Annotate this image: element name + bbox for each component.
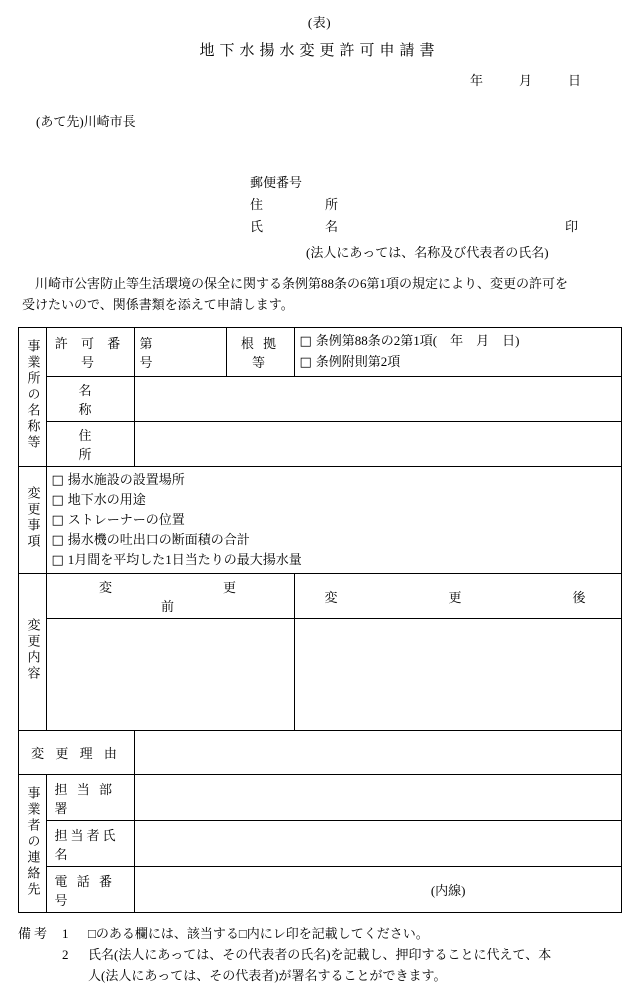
table-row-contact-person — [18, 821, 621, 867]
notes-label: 備考 — [18, 926, 51, 941]
date-month-label: 月 — [518, 73, 532, 88]
table-row-office-name — [18, 377, 621, 422]
basis-options-cell — [294, 328, 621, 377]
seal-mark: 印 — [565, 219, 579, 234]
checkbox-icon[interactable]: □ — [299, 355, 312, 370]
change-content-vertical-label — [18, 574, 46, 731]
table-row-permit-number — [18, 328, 621, 377]
change-item-4[interactable] — [52, 530, 616, 550]
address-row — [250, 194, 639, 216]
application-paragraph-line2: 受けたいので、関係書類を添えて申請します。 — [22, 297, 294, 312]
contact-person-label: 担当者氏名 — [46, 821, 134, 867]
application-paragraph — [0, 273, 639, 315]
office-address-value[interactable] — [134, 422, 621, 467]
after-change-header: 変 更 後 — [294, 574, 621, 619]
table-row-change-reason — [18, 731, 621, 775]
basis-label: 根 拠 等 — [226, 328, 294, 377]
corporate-note: (法人にあっては、名称及び代表者の氏名) — [306, 245, 549, 260]
note-text-1: □のある欄には、該当する□内にレ印を記載してください。 — [88, 926, 429, 941]
date-day-label: 日 — [567, 73, 581, 88]
application-form-table — [18, 327, 622, 913]
table-row-change-items — [18, 467, 621, 574]
table-row-contact-tel — [18, 867, 621, 913]
note-continuation: 人(法人にあっては、その代表者)が署名することができます。 — [88, 968, 447, 983]
name-label: 氏 名 — [250, 219, 351, 234]
permit-number-value[interactable]: 第 号 — [134, 328, 226, 377]
page-title: 地下水揚水変更許可申請書 — [199, 43, 440, 59]
note-row-2 — [18, 944, 621, 965]
after-change-value[interactable] — [294, 619, 621, 731]
office-name-label: 名 称 — [46, 377, 134, 422]
change-item-2-label: 地下水の用途 — [67, 492, 146, 507]
change-item-1[interactable] — [52, 470, 616, 490]
table-row-change-content-head — [18, 574, 621, 619]
contact-tel-value[interactable] — [134, 867, 621, 913]
table-row-office-address — [18, 422, 621, 467]
checkbox-icon[interactable]: □ — [51, 533, 64, 548]
contact-dept-value[interactable] — [134, 775, 621, 821]
office-name-vertical-text: 事業所の名称等 — [25, 339, 41, 451]
change-items-cell — [46, 467, 621, 574]
postal-code-label: 郵便番号 — [250, 175, 303, 190]
contact-vertical-text: 事業者の連絡先 — [25, 785, 41, 898]
change-item-3[interactable] — [52, 510, 616, 530]
change-content-vertical-text: 変更内容 — [25, 618, 41, 682]
change-items-vertical-text: 変更事項 — [25, 486, 41, 550]
change-item-1-label: 揚水施設の設置場所 — [67, 472, 185, 487]
note-index-1: 1 — [62, 926, 69, 941]
postal-row — [250, 172, 639, 194]
date-year-label: 年 — [469, 73, 483, 88]
checkbox-icon[interactable]: □ — [299, 334, 312, 349]
change-item-5-label: 1月間を平均した1日当たりの最大揚水量 — [67, 552, 302, 567]
change-items-vertical-label — [18, 467, 46, 574]
checkbox-icon[interactable]: □ — [51, 553, 64, 568]
change-reason-value[interactable] — [134, 731, 621, 775]
date-line — [0, 70, 639, 89]
note-text-2: 氏名(法人にあっては、その代表者の氏名)を記載し、押印することに代えて、本 — [88, 947, 552, 962]
application-paragraph-line1: 川崎市公害防止等生活環境の保全に関する条例第88条の6第1項の規定により、変更の許可を — [22, 276, 569, 291]
checkbox-icon[interactable]: □ — [51, 473, 64, 488]
before-change-header: 変 更 前 — [46, 574, 294, 619]
checkbox-icon[interactable]: □ — [51, 493, 64, 508]
change-reason-label: 変 更 理 由 — [18, 731, 134, 775]
name-row — [250, 216, 639, 238]
permit-number-label: 許 可 番 号 — [46, 328, 134, 377]
applicant-block — [0, 172, 639, 238]
basis-option-1[interactable] — [300, 331, 616, 352]
office-name-vertical-label — [18, 328, 46, 467]
before-change-value[interactable] — [46, 619, 294, 731]
basis-option-1-label: 条例第88条の2第1項( 年 月 日) — [315, 333, 520, 348]
basis-option-2-label: 条例附則第2項 — [315, 354, 401, 369]
checkbox-icon[interactable]: □ — [51, 513, 64, 528]
notes-label-spacer — [18, 944, 62, 965]
note-row-1 — [18, 923, 621, 944]
contact-extension-label: (内線) — [430, 883, 466, 898]
note-index-2: 2 — [62, 947, 69, 962]
notes-block — [0, 923, 639, 986]
page-mark: (表) — [307, 15, 332, 30]
contact-dept-label: 担 当 部 署 — [46, 775, 134, 821]
document-page — [0, 12, 639, 983]
change-item-4-label: 揚水機の吐出口の断面積の合計 — [67, 532, 250, 547]
change-item-2[interactable] — [52, 490, 616, 510]
addressee-line: (あて先)川崎市長 — [36, 114, 136, 129]
contact-vertical-label — [18, 775, 46, 913]
basis-option-2[interactable] — [300, 352, 616, 373]
office-address-label: 住 所 — [46, 422, 134, 467]
table-row-contact-dept — [18, 775, 621, 821]
contact-person-value[interactable] — [134, 821, 621, 867]
change-item-3-label: ストレーナーの位置 — [67, 512, 185, 527]
contact-tel-label: 電 話 番 号 — [46, 867, 134, 913]
table-row-change-content-body — [18, 619, 621, 731]
address-label: 住 所 — [250, 197, 351, 212]
change-item-5[interactable] — [52, 550, 616, 570]
office-name-value[interactable] — [134, 377, 621, 422]
